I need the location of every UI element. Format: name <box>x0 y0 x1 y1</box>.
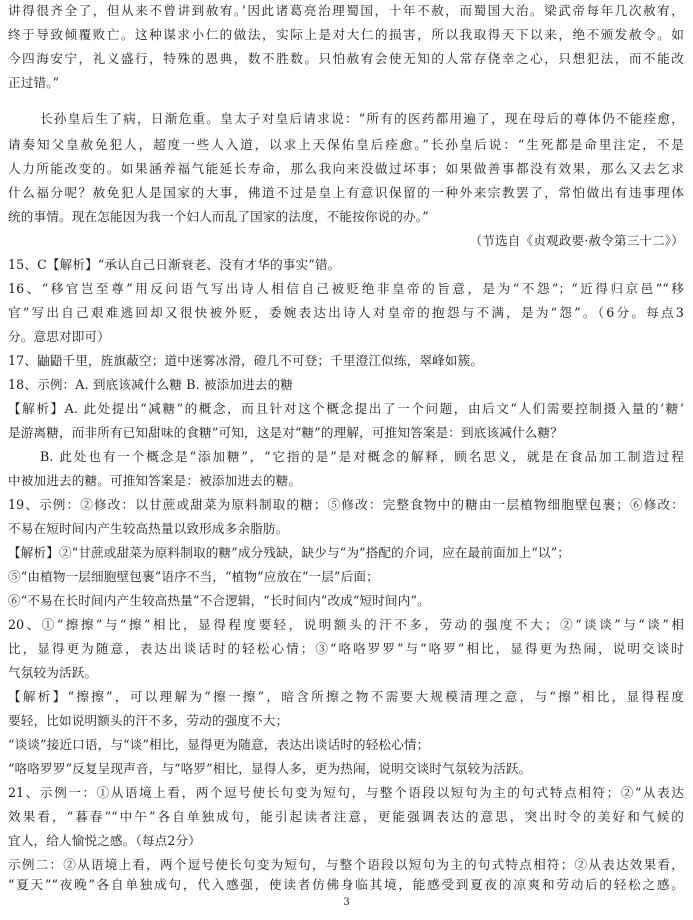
text-line: 分。意思对即可） <box>8 329 110 344</box>
text-line: 统的事情。现在怎能因为我一个妇人而乱了国家的法度，不能按你说的办。” <box>8 209 429 224</box>
text-line: 示例二：②从语境上看，两个逗号使长句变为短句，与整个语段以短句为主的句式特点相符；②从表达效果看， <box>8 857 684 872</box>
text-line: 人力所能改变的。如果涵养福气能延长寿命，那么我向来没做过坏事；如果做善事都没有效果，那么又去乞求 <box>8 161 684 176</box>
text-line: 要轻，比如说明额头的汗不多，劳动的强度不大； <box>8 713 289 728</box>
answer-19: 19、示例：②修改：以甘蔗或甜菜为原料制取的糖；⑤修改：完整食物中的糖由一层植物细胞壁包裹；⑥修改： <box>8 497 684 512</box>
text-line: 正过错。” <box>8 75 60 90</box>
text-line: 今四海安宁，礼义盛行，特殊的恩典，数不胜数。只怕赦宥会使无知的人常存侥幸之心，只想犯法，而不能改 <box>8 51 684 66</box>
analysis-19: 【解析】②“甘蔗或甜菜为原料制取的糖”成分残缺，缺少与“为”搭配的介词，应在最前面加上“以”； <box>8 545 571 560</box>
text-line: 请奏知父皇赦免犯人，超度一些人入道，以求上天保佑皇后痊愈。”长孙皇后说：“生死都是命里注定，不是 <box>8 137 684 152</box>
analysis-20: 【解析】“擦擦”，可以理解为“擦一擦”，暗含所擦之物不需要大规模清理之意，与“擦”相比，显得程度 <box>8 689 684 704</box>
answer-18: 18、示例：A. 到底该减什么糖 B. 被添加进去的糖 <box>8 377 294 392</box>
text-line: 气氛较为活跃。 <box>8 665 98 680</box>
analysis-18: 【解析】A. 此处提出“减糖”的概念，而且针对这个概念提出了一个问题，由后文“人们需要控制摄入量的‘糖’ <box>8 401 684 416</box>
text-line: 讲得很齐全了，但从来不曾讲到赦宥。’因此诸葛亮治理蜀国，十年不赦，而蜀国大治。梁武帝每年几次赦宥， <box>8 3 684 18</box>
text-line: ⑥“不易在长时间内产生较高热量”不合逻辑，“长时间内”改成“短时间内”。 <box>8 593 430 608</box>
text-line: “咯咯罗罗”反复呈现声音，与“咯罗”相比，显得人多，更为热闹，说明交谈时气氛较为活跃。 <box>8 761 532 776</box>
answer-15: 15、C【解析】“承认自己日渐衰老、没有才华的事实”错。 <box>8 257 341 272</box>
answer-16: 16、“移官岂至尊”用反问语气写出诗人相信自己被贬绝非皇帝的旨意，是为“不怨”；“近得归京邑”“移 <box>8 281 684 296</box>
text-line: ⑤“由植物一层细胞壁包裹”语序不当，“植物”应放在“一层”后面； <box>8 569 379 584</box>
page-number: 3 <box>343 897 350 908</box>
text-line: 宜人，给人愉悦之感。（每点2分） <box>8 833 202 848</box>
text-line: 中被加进去的糖。可推知答案是：被添加进去的糖。 <box>8 473 302 488</box>
text-line: 比，显得更为随意，表达出谈话时的轻松心情；③“咯咯罗罗”与“咯罗”相比，显得更为热闹，说明交谈时 <box>8 641 684 656</box>
answer-21: 21、示例一：①从语境上看，两个逗号使长句变为短句，与整个语段以短句为主的句式特点相符；②“从表达 <box>8 785 684 800</box>
text-line: B. 此处也有一个概念是“添加糖”，“它指的是”是对概念的解释，顾名思义，就是在食品加工制造过程 <box>40 449 684 464</box>
text-line: “谈谈”接近口语，与“谈”相比，显得更为随意，表达出谈话时的轻松心情； <box>8 737 430 752</box>
text-line: 效果看，“暮春”“中午”各自单独成句，能引起读者注意，更能强调表达的意思，突出时令的美好和气候的 <box>8 809 684 824</box>
source-citation: （节选自《贞观政要·赦令第三十二》） <box>469 233 684 248</box>
text-line: 是游离糖，而非所有已知甜味的食糖”可知，这是对“糖”的理解，可推知答案是：到底该减什么糖？ <box>8 425 564 440</box>
text-line: 什么福分呢？赦免犯人是国家的大事，佛道不过是皇上有意识保留的一种外来宗教罢了，常怕做出有违事理体 <box>8 185 684 200</box>
text-line: 官”写出自己艰难逃回却又很快被外贬，委婉表达出诗人对皇帝的抱怨与不满，是为“怨”。（6分。每点3 <box>8 305 684 320</box>
text-line: “夏天”“夜晚”各自单独成句，代入感强，使读者仿佛身临其境，能感受到夏夜的凉爽和劳动后的轻松之感。 <box>8 877 684 892</box>
answer-17: 17、鼬鼯千里，旌旗蔽空；道中迷雾冰滑，磴几不可登；千里澄江似练，翠峰如簇。 <box>8 353 484 368</box>
text-line: 终于导致倾覆败亡。这种谋求小仁的做法，实际上是对大仁的损害，所以我取得天下以来，绝不颁发赦令。如 <box>8 27 684 42</box>
text-line: 不易在短时间内产生较高热量以致形成多余脂肪。 <box>8 521 289 536</box>
text-line: 长孙皇后生了病，日渐危重。皇太子对皇后请求说：“所有的医药都用遍了，现在母后的尊体仍不能痊愈， <box>40 111 684 126</box>
answer-20: 20、①“擦擦”与“擦”相比，显得程度要轻，说明额头的汗不多，劳动的强度不大；②“谈谈”与“谈”相 <box>8 617 684 632</box>
